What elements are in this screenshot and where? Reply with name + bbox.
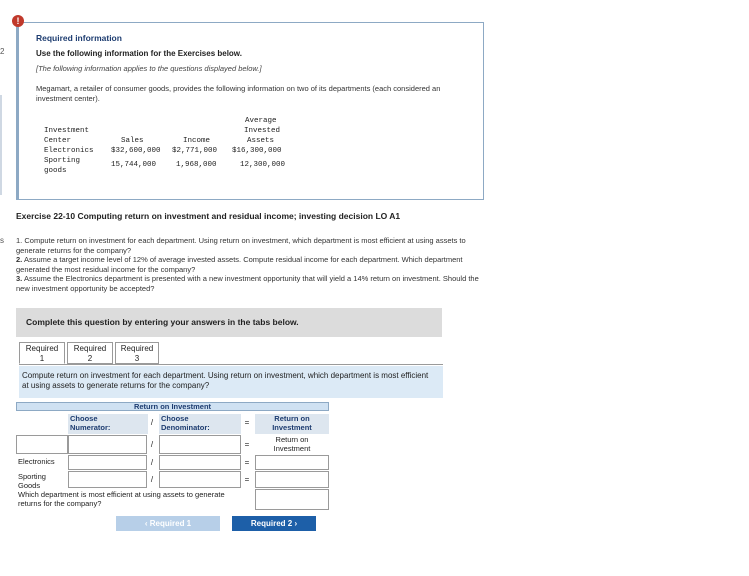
sporting-denominator-input[interactable]	[159, 471, 241, 488]
header-income: Income	[183, 137, 211, 145]
row-sporting-sales: 15,744,000	[111, 161, 157, 169]
row0-divide: /	[150, 440, 154, 449]
row-electronics-sales: $32,600,000	[111, 147, 161, 155]
instruction-3: 3. Assume the Electronics department is presented with a new investment opportunity that will yield a 14% return on investment. Should the new investment opportunity be accepted?	[16, 274, 479, 293]
chevron-right-icon: ›	[294, 519, 298, 528]
required-information-title: Required information	[36, 33, 122, 43]
row-sporting-assets: 12,300,000	[240, 161, 286, 169]
alert-icon: !	[12, 15, 24, 27]
previous-required-button[interactable]: ‹ Required 1	[116, 516, 220, 531]
complete-question-text: Complete this question by entering your answers in the tabs below.	[26, 317, 299, 327]
result-label: Return on Investment	[255, 414, 329, 434]
chevron-left-icon: ‹	[144, 519, 148, 528]
row-sporting-income: 1,968,000	[176, 161, 217, 169]
next-required-button[interactable]: Required 2 ›	[232, 516, 316, 531]
efficiency-question: Which department is most efficient at using assets to generate returns for the company?	[18, 490, 225, 508]
sporting-numerator-input[interactable]	[68, 471, 147, 488]
efficiency-answer-input[interactable]	[255, 489, 329, 510]
row-sporting-center-line2: goods	[44, 167, 67, 175]
complete-question-box	[16, 308, 442, 337]
tab-required-3[interactable]: Required 3	[115, 342, 159, 364]
header-assets-line1: Average	[245, 117, 277, 125]
electronics-denominator-input[interactable]	[159, 455, 241, 470]
question-band	[19, 366, 443, 398]
header-center-line1: Investment	[44, 127, 90, 135]
tab-divider	[19, 364, 443, 365]
row-label-sporting-goods: Sporting Goods	[18, 472, 46, 490]
electronics-equals: =	[244, 458, 250, 467]
header-center-line2: Center	[44, 137, 72, 145]
header-sales: Sales	[121, 137, 144, 145]
exercise-instructions	[16, 236, 481, 293]
denominator-select-header[interactable]	[159, 435, 241, 454]
row-electronics-income: $2,771,000	[172, 147, 218, 155]
megamart-description: Megamart, a retailer of consumer goods, provides the following information on two of its departments (each considered an investment center).	[36, 84, 441, 103]
exercises-intro: Use the following information for the Exercises below.	[36, 49, 242, 58]
electronics-numerator-input[interactable]	[68, 455, 147, 470]
denominator-label: Choose Denominator:	[159, 414, 241, 434]
tab-required-2[interactable]: Required 2	[67, 342, 113, 364]
roi-table	[16, 402, 329, 512]
instruction-1: 1. Compute return on investment for each department. Using return on investment, which department is most efficient at using assets to generate returns for the company?	[16, 236, 466, 255]
row0-equals: =	[244, 440, 250, 449]
row-label-electronics: Electronics	[18, 457, 55, 466]
header-divide: /	[150, 418, 154, 427]
edge-letter: s	[0, 236, 4, 245]
row-label-input-blank	[16, 435, 68, 454]
applies-note: [The following information applies to the questions displayed below.]	[36, 64, 262, 73]
sporting-equals: =	[244, 475, 250, 484]
exercise-title: Exercise 22-10 Computing return on investment and residual income; investing decision LO A1	[16, 211, 401, 221]
numerator-select-header[interactable]	[68, 435, 147, 454]
left-scroll-indicator	[0, 95, 2, 195]
sporting-roi-input[interactable]	[255, 471, 329, 488]
numerator-label: Choose Numerator:	[68, 414, 148, 434]
edge-page-number: 2	[0, 47, 5, 56]
electronics-roi-input[interactable]	[255, 455, 329, 470]
question-text: Compute return on investment for each department. Using return on investment, which department is most efficient at using assets to generate returns for the company?	[22, 371, 429, 390]
header-assets-line3: Assets	[247, 137, 275, 145]
row-electronics-assets: $16,300,000	[232, 147, 282, 155]
result-sub-label: Return on Investment	[273, 435, 311, 453]
instruction-2: 2. Assume a target income level of 12% of average invested assets. Compute residual income for each department. Which department generated the most residual income for the company?	[16, 255, 463, 274]
sporting-divide: /	[150, 475, 154, 484]
roi-table-title: Return on Investment	[16, 402, 329, 411]
row-electronics-center: Electronics	[44, 147, 94, 155]
electronics-divide: /	[150, 458, 154, 467]
header-equals: =	[244, 418, 250, 427]
tab-required-1[interactable]: Required 1	[19, 342, 65, 364]
row-sporting-center-line1: Sporting	[44, 157, 81, 165]
header-assets-line2: Invested	[244, 127, 281, 135]
